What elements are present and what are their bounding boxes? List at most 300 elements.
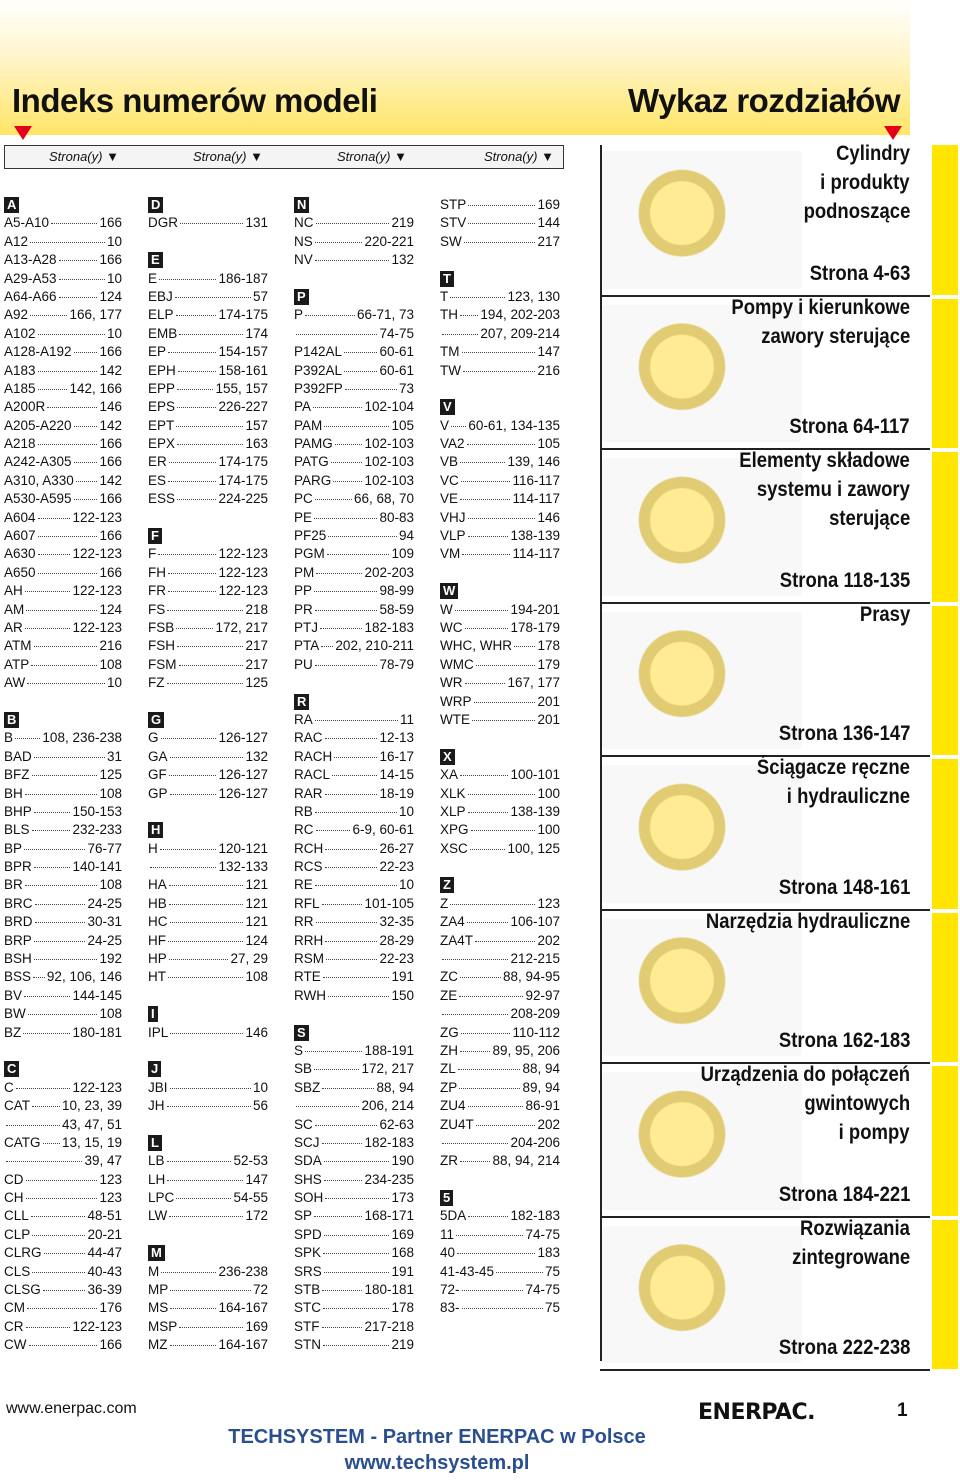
model-code: CLSG (4, 1282, 41, 1298)
dot-leader (322, 1327, 363, 1328)
index-pages: 140-141 (72, 859, 122, 875)
chapter-page-range[interactable]: Strona 148-161 (778, 875, 910, 899)
index-pages: 36-39 (87, 1282, 122, 1298)
chapter-tab[interactable] (932, 913, 958, 1063)
index-entry (294, 840, 414, 858)
dot-leader (442, 334, 478, 335)
index-pages: 110-112 (512, 1024, 560, 1040)
dot-leader (170, 1088, 251, 1089)
index-pages: 174-175 (218, 472, 268, 488)
index-entry (4, 417, 122, 435)
model-code: EPH (148, 362, 176, 378)
model-code: A64-A66 (4, 288, 57, 304)
index-pages: 88, 94, 214 (492, 1153, 560, 1169)
index-pages: 54-55 (233, 1190, 268, 1206)
dot-leader (460, 775, 508, 776)
chapter-name[interactable]: Prasy (859, 602, 910, 626)
dot-leader (474, 702, 536, 703)
dot-leader (315, 499, 352, 500)
index-pages: 48-51 (87, 1208, 122, 1224)
dot-leader (323, 1345, 389, 1346)
index-pages: 174 (245, 325, 268, 341)
index-entry (148, 417, 268, 435)
index-pages: 16-17 (379, 748, 414, 764)
index-entry (294, 1318, 414, 1336)
dot-leader (324, 426, 389, 427)
chapter-tab[interactable] (932, 759, 958, 909)
model-code: A128-A192 (4, 344, 72, 360)
dot-leader (328, 996, 389, 997)
model-code: ELP (148, 307, 174, 323)
index-entry (4, 729, 122, 747)
index-entry (294, 711, 414, 729)
index-pages: 216 (99, 638, 122, 654)
model-code: CR (4, 1318, 24, 1334)
dot-leader (455, 610, 509, 611)
model-code: SPD (294, 1226, 322, 1242)
index-entry (4, 1336, 122, 1354)
dot-leader (74, 462, 98, 463)
index-pages: 180-181 (72, 1024, 122, 1040)
chapter-name[interactable]: zintegrowane (791, 1245, 910, 1269)
index-pages: 155, 157 (215, 380, 268, 396)
model-code: PF25 (294, 528, 327, 544)
index-pages: 108 (245, 969, 268, 985)
dot-leader (468, 518, 536, 519)
model-code: MP (148, 1282, 169, 1298)
dot-leader (467, 922, 509, 923)
index-pages: 166 (99, 215, 122, 231)
index-entry (294, 821, 414, 839)
model-code: STF (294, 1318, 320, 1334)
index-entry (440, 1097, 560, 1115)
section-letter-row (4, 196, 122, 214)
index-entry (440, 968, 560, 986)
index-pages: 60-61, 134-135 (468, 417, 560, 433)
model-code: ZU4T (440, 1116, 474, 1132)
dot-leader (321, 646, 333, 647)
model-code: HT (148, 969, 166, 985)
dot-leader (322, 1290, 362, 1291)
index-pages: 24-25 (87, 932, 122, 948)
chapter-divider (600, 1369, 930, 1371)
model-code: AR (4, 619, 23, 635)
index-entry (4, 362, 122, 380)
spacer (440, 858, 560, 876)
section-letter-row (148, 196, 268, 214)
dot-leader (177, 389, 213, 390)
index-entry (148, 674, 268, 692)
model-code: A310, A330 (4, 472, 74, 488)
dot-leader (442, 1143, 508, 1144)
section-letter-row (148, 527, 268, 545)
index-pages: 232-233 (72, 822, 122, 838)
model-code: A5-A10 (4, 215, 50, 231)
index-pages: 126-127 (218, 767, 268, 783)
model-code: HC (148, 914, 168, 930)
model-code: ATM (4, 638, 32, 654)
chapter-name[interactable]: Pompy i kierunkowe (731, 295, 910, 319)
index-entry (440, 1152, 560, 1170)
model-code: RR (294, 914, 314, 930)
dot-leader (344, 371, 377, 372)
model-code: CH (4, 1190, 24, 1206)
dot-leader (316, 830, 351, 831)
dot-leader (26, 1327, 71, 1328)
page-col-label: Strona(y) ▼ (193, 149, 263, 164)
model-code: HB (148, 895, 167, 911)
index-entry (4, 674, 122, 692)
chapter-name[interactable]: zawory sterujące (761, 324, 910, 348)
model-code: BH (4, 785, 23, 801)
index-header-bar (4, 145, 564, 169)
index-pages: 74-75 (525, 1282, 560, 1298)
index-entry (294, 1116, 414, 1134)
model-code: P392AL (294, 362, 343, 378)
index-pages: 190 (391, 1153, 414, 1169)
model-code: SCJ (294, 1134, 320, 1150)
index-continuation (440, 1005, 560, 1023)
index-pages: 142 (99, 417, 122, 433)
page-col-label: Strona(y) ▼ (337, 149, 407, 164)
index-entry (440, 1244, 560, 1262)
dot-leader (27, 683, 105, 684)
chapter-name[interactable]: Cylindry (836, 142, 910, 165)
model-code: PU (294, 656, 313, 672)
model-code: A218 (4, 436, 36, 452)
dot-leader (51, 223, 97, 224)
index-pages: 56 (252, 1098, 268, 1114)
section-letter: Z (440, 877, 454, 893)
index-entry (4, 601, 122, 619)
model-code: RE (294, 877, 313, 893)
model-code: ZR (440, 1153, 458, 1169)
model-code: XA (440, 767, 459, 783)
index-pages: 166, 177 (69, 307, 122, 323)
index-entry (148, 398, 268, 416)
spacer (148, 693, 268, 711)
index-entry (294, 527, 414, 545)
index-pages: 122-123 (72, 583, 122, 599)
index-pages: 122-123 (72, 509, 122, 525)
chapter-page-range[interactable]: Strona 4-63 (809, 261, 910, 285)
section-letter-row (4, 711, 122, 729)
model-code: C (4, 1079, 14, 1095)
model-code: RSM (294, 951, 324, 967)
index-pages: 124 (99, 601, 122, 617)
index-entry (294, 968, 414, 986)
spacer (440, 1171, 560, 1189)
model-code: PR (294, 601, 313, 617)
dot-leader (38, 389, 68, 390)
index-pages: 80-83 (379, 509, 414, 525)
dot-leader (450, 904, 535, 905)
chapter-name[interactable]: Rozwiązania (800, 1216, 910, 1240)
index-entry (148, 1336, 268, 1354)
dot-leader (296, 334, 377, 335)
index-entry (294, 251, 414, 269)
index-entry (4, 582, 122, 600)
dot-leader (170, 1345, 217, 1346)
index-entry (4, 325, 122, 343)
page-number: 1 (897, 1400, 908, 1421)
model-code: FZ (148, 675, 165, 691)
model-code: S (294, 1042, 304, 1058)
model-code: STC (294, 1300, 321, 1316)
chapter-page-range[interactable]: Strona 222-238 (778, 1336, 910, 1359)
section-letter: R (294, 694, 309, 710)
index-pages: 123 (537, 895, 560, 911)
index-entry (4, 1299, 122, 1317)
chapter-name[interactable]: podnoszące (803, 200, 910, 223)
spacer (148, 509, 268, 527)
model-code: SRS (294, 1263, 322, 1279)
index-entry (4, 766, 122, 784)
index-entry (148, 766, 268, 784)
index-entry (4, 1024, 122, 1042)
index-entry (148, 1171, 268, 1189)
index-pages: 186-187 (218, 270, 268, 286)
index-pages: 201 (537, 693, 560, 709)
dot-leader (323, 1253, 389, 1254)
dot-leader (461, 481, 511, 482)
index-pages: 144 (537, 215, 560, 231)
index-pages: 122-123 (218, 564, 268, 580)
index-pages: 180-181 (364, 1282, 414, 1298)
model-code: PA (294, 399, 312, 415)
chapter-tab[interactable] (932, 299, 958, 449)
index-pages: 217 (245, 656, 268, 672)
dot-leader (177, 407, 216, 408)
index-pages: 100 (537, 785, 560, 801)
index-entry (440, 196, 560, 214)
index-entry (148, 453, 268, 471)
index-entry (440, 619, 560, 637)
index-pages: 163 (245, 436, 268, 452)
chapter-name[interactable]: Elementy składowe (739, 449, 910, 472)
dot-leader (460, 1161, 490, 1162)
index-entry (294, 435, 414, 453)
index-continuation (148, 858, 268, 876)
index-pages: 212-215 (510, 951, 560, 967)
dot-leader (176, 1198, 231, 1199)
chapter-name[interactable]: systemu i zawory (756, 478, 910, 501)
index-pages: 150-153 (72, 803, 122, 819)
model-code: ZE (440, 987, 458, 1003)
model-code: GF (148, 767, 167, 783)
index-entry (294, 876, 414, 894)
chapter-tab[interactable] (932, 452, 958, 602)
index-entry (294, 233, 414, 251)
model-code: STP (440, 197, 467, 212)
dot-leader (305, 1051, 362, 1052)
dot-leader (496, 1272, 543, 1273)
index-entry (294, 545, 414, 563)
dot-leader (462, 554, 510, 555)
index-pages: 166 (99, 252, 122, 268)
footer-website[interactable]: www.enerpac.com (6, 1400, 137, 1417)
model-code: GP (148, 785, 168, 801)
model-code: RB (294, 803, 313, 819)
index-pages: 166 (99, 1337, 122, 1353)
dot-leader (38, 444, 98, 445)
index-pages: 18-19 (379, 785, 414, 801)
model-code: RCH (294, 840, 324, 856)
index-pages: 78-79 (379, 656, 414, 672)
index-pages: 132-133 (218, 859, 268, 875)
index-pages: 116-117 (512, 472, 560, 488)
dot-leader (326, 959, 377, 960)
chapter-tab[interactable] (932, 606, 958, 756)
chapter-tab[interactable] (932, 1220, 958, 1370)
model-code: CD (4, 1171, 24, 1187)
index-pages: 92, 106, 146 (46, 969, 122, 985)
dot-leader (450, 297, 505, 298)
chapter-name[interactable]: i hydrauliczne (786, 785, 910, 808)
index-entry (440, 895, 560, 913)
dot-leader (322, 904, 363, 905)
index-pages: 106-107 (510, 914, 560, 930)
index-entry (4, 1097, 122, 1115)
model-code: VB (440, 454, 459, 470)
index-pages: 10 (106, 675, 122, 691)
partner-url[interactable]: www.techsystem.pl (344, 1452, 530, 1474)
index-entry (4, 343, 122, 361)
index-entry (440, 913, 560, 931)
index-pages: 26-27 (379, 840, 414, 856)
model-code: CM (4, 1300, 25, 1316)
index-continuation (4, 1152, 122, 1170)
index-pages: 172, 217 (215, 619, 268, 635)
dot-leader (161, 738, 217, 739)
index-continuation (4, 1116, 122, 1134)
index-entry (294, 766, 414, 784)
index-entry (148, 1189, 268, 1207)
chapter-page-range[interactable]: Strona 118-135 (779, 568, 910, 592)
index-pages: 114-117 (512, 491, 560, 507)
model-code: ESS (148, 491, 176, 507)
model-code: SB (294, 1061, 313, 1077)
model-code: RAC (294, 730, 323, 746)
chapter-name[interactable]: sterujące (828, 507, 910, 530)
index-pages: 166 (99, 454, 122, 470)
index-entry (4, 932, 122, 950)
index-entry (440, 214, 560, 232)
dot-leader (178, 371, 217, 372)
chapter-name[interactable]: gwintowych (804, 1092, 910, 1115)
index-pages: 10 (252, 1079, 268, 1095)
chapter-name[interactable]: i produkty (820, 171, 910, 194)
dot-leader (314, 591, 377, 592)
dot-leader (315, 665, 378, 666)
index-entry (440, 693, 560, 711)
dot-leader (462, 352, 536, 353)
index-continuation (440, 950, 560, 968)
dot-leader (38, 573, 98, 574)
index-entry (294, 895, 414, 913)
index-pages: 10, 23, 39 (61, 1098, 122, 1114)
spacer (4, 693, 122, 711)
index-pages: 122-123 (218, 583, 268, 599)
model-code: SW (440, 233, 462, 249)
dot-leader (150, 867, 216, 868)
index-pages: 142 (99, 472, 122, 488)
dot-leader (170, 1308, 216, 1309)
index-pages: 122-123 (72, 1079, 122, 1095)
model-code: BRD (4, 914, 33, 930)
index-entry (4, 987, 122, 1005)
model-code: F (148, 546, 157, 562)
chapter-name[interactable]: Narzędzia hydrauliczne (705, 909, 910, 933)
model-code: HP (148, 951, 167, 967)
dot-leader (6, 1161, 82, 1162)
chapter-tab[interactable] (932, 1066, 958, 1216)
chapter-page-range[interactable]: Strona 162-183 (778, 1029, 910, 1052)
dot-leader (26, 610, 97, 611)
index-pages: 72 (252, 1282, 268, 1298)
index-pages: 10 (398, 803, 414, 819)
index-entry (440, 1116, 560, 1134)
index-entry (294, 1189, 414, 1207)
index-entry (4, 968, 122, 986)
index-entry (4, 876, 122, 894)
chapter-page-range[interactable]: Strona 136-147 (778, 722, 910, 745)
index-entry (294, 1060, 414, 1078)
index-pages: 176 (99, 1300, 122, 1316)
index-pages: 182-183 (364, 1134, 414, 1150)
dot-leader (170, 1033, 243, 1034)
spacer (294, 1005, 414, 1023)
index-entry (4, 453, 122, 471)
section-letter: W (440, 583, 458, 599)
index-column-3 (294, 196, 414, 1355)
dot-leader (38, 554, 71, 555)
dot-leader (459, 996, 523, 997)
index-pages: 169 (391, 1226, 414, 1242)
index-pages: 138-139 (510, 528, 560, 544)
index-pages: 11 (399, 711, 414, 727)
model-code: CLS (4, 1263, 31, 1279)
dot-leader (179, 334, 243, 335)
index-continuation (440, 325, 560, 343)
index-pages: 44-47 (87, 1245, 122, 1261)
section-letter: V (440, 399, 455, 415)
index-pages: 13, 15, 19 (61, 1134, 122, 1150)
model-code: XLP (440, 803, 466, 819)
spacer (148, 1116, 268, 1134)
chapter-page-range[interactable]: Strona 64-117 (789, 415, 910, 438)
model-code: W (440, 601, 453, 617)
index-entry (294, 306, 414, 324)
index-pages: 166 (99, 436, 122, 452)
index-entry (4, 1244, 122, 1262)
chapter-name[interactable]: Ściągacze ręczne (756, 756, 910, 779)
model-code: A242-A305 (4, 454, 72, 470)
index-pages: 201 (537, 711, 560, 727)
chapter-page-range[interactable]: Strona 184-221 (778, 1182, 910, 1206)
model-code: PATG (294, 454, 329, 470)
chapter-name[interactable]: i pompy (839, 1121, 910, 1144)
dot-leader (314, 1216, 362, 1217)
chapter-photo (602, 612, 802, 750)
index-pages: 206, 214 (361, 1098, 414, 1114)
dot-leader (32, 1106, 60, 1107)
index-pages: 123, 130 (507, 288, 560, 304)
chapter-name[interactable]: Urządzenia do połączeń (700, 1063, 910, 1086)
model-code: A205-A220 (4, 417, 72, 433)
chapter-tab[interactable] (932, 145, 958, 295)
index-column-1 (4, 196, 122, 1355)
